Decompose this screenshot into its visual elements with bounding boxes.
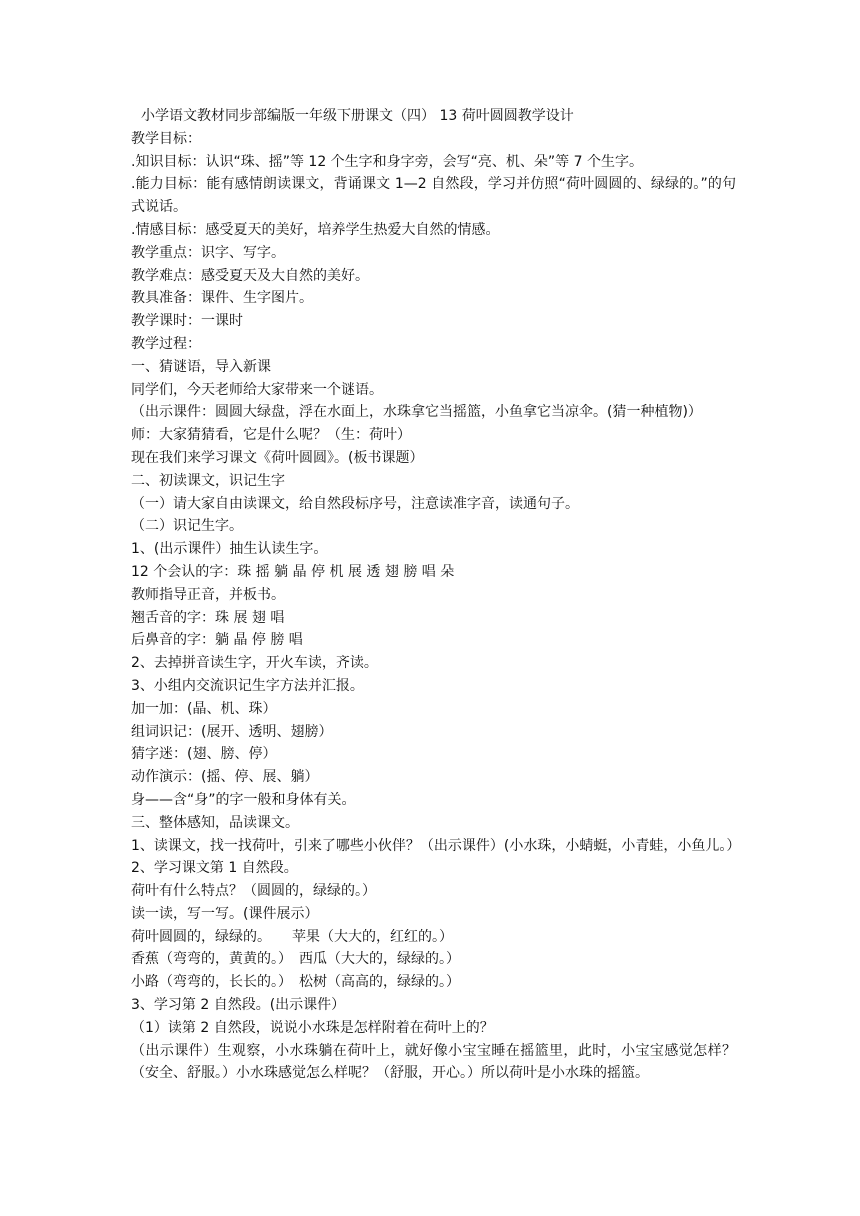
text-line: （出示课件：圆圆大绿盘，浮在水面上，水珠拿它当摇篮，小鱼拿它当凉伞。(猜一种植物)）	[131, 404, 702, 421]
section-heading: 二、初读课文，识记生字	[131, 472, 285, 489]
text-line: 教学重点：识字、写字。	[131, 244, 285, 261]
text-paragraph: （出示课件）生观察，小水珠躺在荷叶上，就好像小宝宝睡在摇篮里，此时，小宝宝感觉怎样？（安全、舒服。）小水珠感觉怎么样呢？（舒服，开心。）所以荷叶是小水珠的摇篮。	[131, 1042, 736, 1082]
text-line: 荷叶有什么特点？（圆圆的，绿绿的。）	[131, 883, 376, 900]
text-line: 教学目标：	[131, 130, 201, 147]
text-line: （二）识记生字。	[131, 518, 243, 535]
text-line: 荷叶圆圆的，绿绿的。 苹果（大大的，红红的。）	[131, 928, 453, 945]
text-line: .知识目标：认识“珠、摇”等 12 个生字和身字旁，会写“亮、机、朵”等 7 个生字。	[131, 153, 643, 170]
text-line: （一）请大家自由读课文，给自然段标序号，注意读准字音，读通句子。	[131, 495, 579, 512]
text-line: 教学过程：	[131, 335, 201, 352]
document-page	[131, 105, 741, 1085]
text-line: 后鼻音的字：躺 晶 停 膀 唱	[131, 632, 303, 649]
text-line: 2、学习课文第 1 自然段。	[131, 860, 298, 877]
section-heading: 三、整体感知，品读课文。	[131, 814, 299, 831]
text-line: 2、去掉拼音读生字，开火车读，齐读。	[131, 655, 378, 672]
text-line: 现在我们来学习课文《荷叶圆圆》。(板书课题）	[131, 449, 424, 466]
document-title: 小学语文教材同步部编版一年级下册课文（四） 13 荷叶圆圆教学设计	[141, 108, 574, 124]
text-line: 3、学习第 2 自然段。(出示课件）	[131, 997, 346, 1014]
text-line: 组词识记：(展开、透明、翅膀）	[131, 723, 333, 740]
text-line: 身——含“身”的字一般和身体有关。	[131, 791, 356, 808]
text-line: 小路（弯弯的，长长的。） 松树（高高的，绿绿的。）	[131, 974, 460, 991]
text-line: 教师指导正音，并板书。	[131, 586, 285, 603]
text-line: 1、(出示课件）抽生认读生字。	[131, 541, 328, 558]
text-line: 翘舌音的字：珠 展 翅 唱	[131, 609, 285, 626]
text-line: 教具准备：课件、生字图片。	[131, 290, 313, 307]
text-line: 同学们，今天老师给大家带来一个谜语。	[131, 381, 383, 398]
text-line: 3、小组内交流识记生字方法并汇报。	[131, 677, 364, 694]
text-line: 教学课时：一课时	[131, 313, 243, 330]
text-line: 猜字迷：(翅、膀、停）	[131, 746, 277, 763]
text-paragraph: 1、读课文，找一找荷叶，引来了哪些小伙伴？（出示课件）(小水珠，小蜻蜓，小青蛙，小鱼儿。）	[131, 837, 741, 854]
text-paragraph: .能力目标：能有感情朗读课文，背诵课文 1—2 自然段，学习并仿照“荷叶圆圆的、绿绿的。”的句式说话。	[131, 176, 736, 216]
text-line: （1）读第 2 自然段，说说小水珠是怎样附着在荷叶上的？	[131, 1019, 494, 1036]
text-line: 动作演示：(摇、停、展、躺）	[131, 769, 319, 786]
section-heading: 一、猜谜语，导入新课	[131, 358, 271, 375]
text-line: 加一加：(晶、机、珠）	[131, 700, 277, 717]
text-line: 教学难点：感受夏天及大自然的美好。	[131, 267, 369, 284]
text-line: .情感目标：感受夏天的美好，培养学生热爱大自然的情感。	[131, 221, 500, 238]
text-line: 师：大家猜猜看，它是什么呢？（生：荷叶）	[131, 427, 411, 444]
text-line: 香蕉（弯弯的，黄黄的。） 西瓜（大大的，绿绿的。）	[131, 951, 460, 968]
text-line: 12 个会认的字：珠 摇 躺 晶 停 机 展 透 翅 膀 唱 朵	[131, 563, 455, 580]
text-line: 读一读，写一写。(课件展示）	[131, 905, 319, 922]
